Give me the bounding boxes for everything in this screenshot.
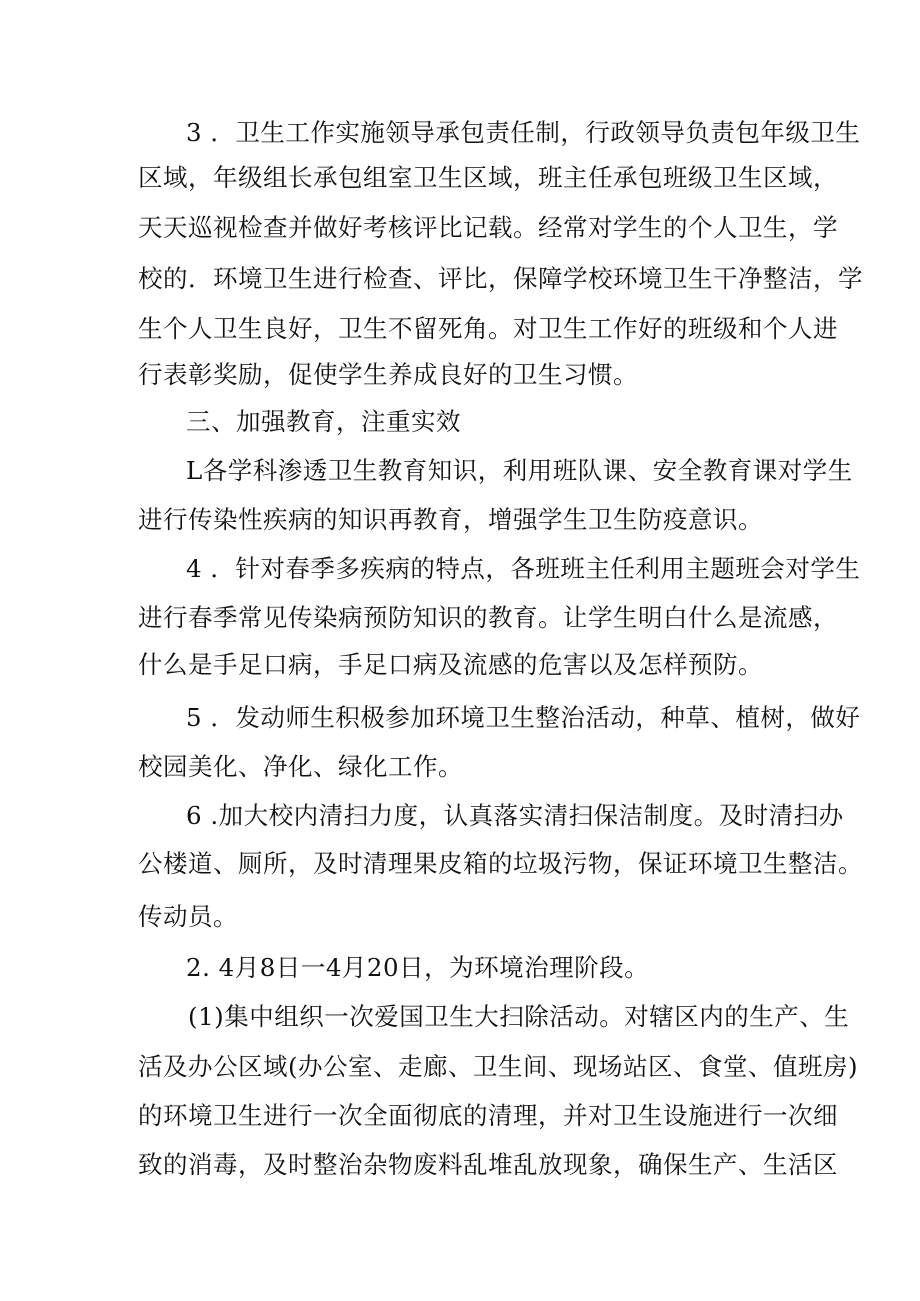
text-line: (1)集中组织一次爱国卫生大扫除活动。对辖区内的生产、生 bbox=[188, 1002, 850, 1031]
text-line: 天天巡视检查并做好考核评比记载。经常对学生的个人卫生，学 bbox=[138, 213, 838, 242]
text-line: 2. 4月8日一4月20日，为环境治理阶段。 bbox=[186, 953, 650, 982]
text-line: 的环境卫生进行一次全面彻底的清理，并对卫生设施进行一次细 bbox=[138, 1101, 838, 1130]
text-line: 校的．环境卫生进行检查、评比，保障学校环境卫生干净整洁，学 bbox=[138, 264, 863, 293]
text-line: 进行春季常见传染病预防知识的教育。让学生明白什么是流感， bbox=[138, 603, 838, 632]
section-heading: 三、加强教育，注重实效 bbox=[186, 407, 461, 436]
text-line: 什么是手足口病，手足口病及流感的危害以及怎样预防。 bbox=[138, 650, 763, 679]
text-line: 进行传染性疾病的知识再教育，增强学生卫生防疫意识。 bbox=[138, 505, 763, 534]
text-line: 致的消毒，及时整治杂物废料乱堆乱放现象，确保生产、生活区 bbox=[138, 1150, 838, 1179]
text-line: 4 ．针对春季多疾病的特点，各班班主任利用主题班会对学生 bbox=[186, 554, 861, 583]
text-line: 5 ．发动师生积极参加环境卫生整治活动，种草、植树，做好 bbox=[186, 703, 861, 732]
text-line: 3 ．卫生工作实施领导承包责任制，行政领导负责包年级卫生 bbox=[186, 118, 861, 147]
text-line: 活及办公区域(办公室、走廊、卫生间、现场站区、食堂、值班房) bbox=[138, 1052, 859, 1081]
text-line: 公楼道、厕所，及时清理果皮箱的垃圾污物，保证环境卫生整洁。 bbox=[138, 849, 863, 878]
text-line: 生个人卫生良好，卫生不留死角。对卫生工作好的班级和个人进 bbox=[138, 314, 838, 343]
text-line: 校园美化、净化、绿化工作。 bbox=[138, 752, 463, 781]
text-line: 传动员。 bbox=[138, 902, 238, 931]
text-line: 行表彰奖励，促使学生养成良好的卫生习惯。 bbox=[138, 360, 638, 389]
text-line: 区域，年级组长承包组室卫生区域，班主任承包班级卫生区域， bbox=[138, 163, 838, 192]
text-line: 6 .加大校内清扫力度，认真落实清扫保洁制度。及时清扫办 bbox=[186, 801, 844, 830]
text-line: L各学科渗透卫生教育知识，利用班队课、安全教育课对学生 bbox=[186, 456, 853, 485]
